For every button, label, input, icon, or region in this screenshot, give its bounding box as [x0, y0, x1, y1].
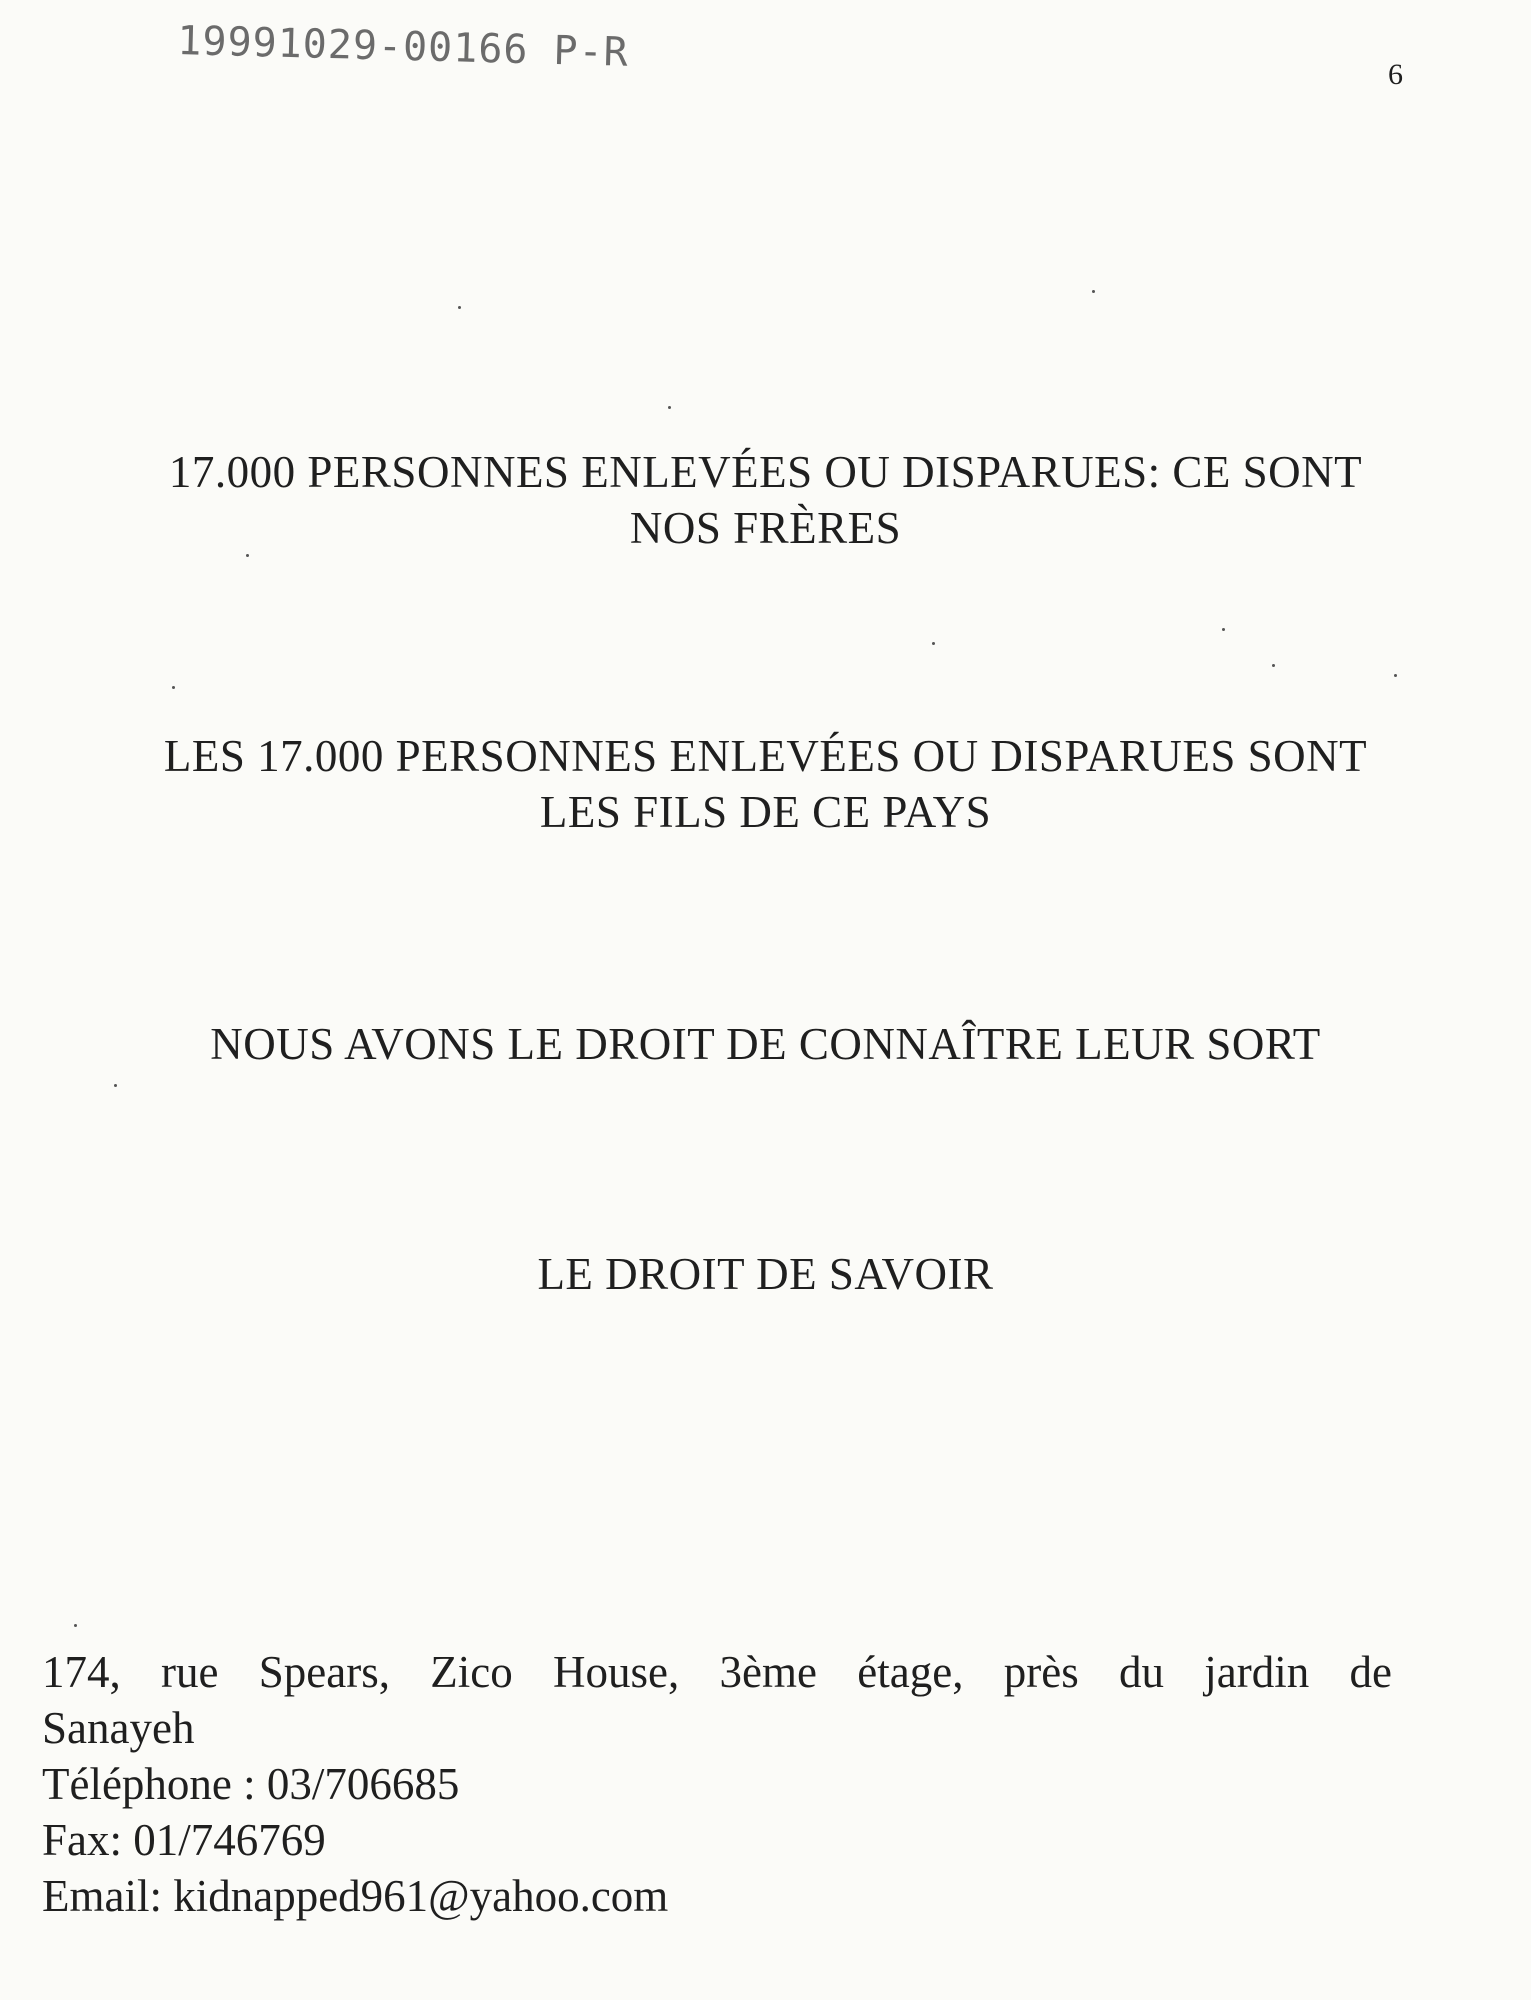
- statement-line: NOS FRÈRES: [629, 503, 902, 553]
- scan-speck: [1272, 664, 1275, 667]
- statement-line: LE DROIT DE SAVOIR: [537, 1249, 994, 1299]
- statement-line: LES FILS DE CE PAYS: [539, 787, 992, 837]
- statement-4: [0, 1246, 1531, 1302]
- email-line: Email: kidnapped961@yahoo.com: [42, 1871, 669, 1921]
- scan-speck: [932, 642, 935, 645]
- statement-line: LES 17.000 PERSONNES ENLEVÉES OU DISPARUES SONT: [163, 731, 1368, 781]
- statement-1: [0, 444, 1531, 556]
- fax-line: Fax: 01/746769: [42, 1815, 326, 1865]
- contact-address-block: [42, 1644, 1392, 1924]
- scan-speck: [114, 1084, 117, 1087]
- scan-speck: [668, 406, 671, 409]
- scan-speck: [1222, 628, 1225, 631]
- statement-3: [0, 1016, 1531, 1072]
- statement-line: NOUS AVONS LE DROIT DE CONNAÎTRE LEUR SORT: [210, 1019, 1321, 1069]
- address-line: 174, rue Spears, Zico House, 3ème étage, près du jardin de: [42, 1647, 1392, 1697]
- scan-speck: [74, 1624, 77, 1627]
- handwritten-annotation: 19991029-00166 P-R: [176, 18, 630, 76]
- phone-line: Téléphone : 03/706685: [42, 1759, 460, 1809]
- scan-speck: [172, 686, 175, 689]
- scan-speck: [246, 554, 249, 557]
- statement-line: 17.000 PERSONNES ENLEVÉES OU DISPARUES: CE SONT: [168, 447, 1363, 497]
- page-number: 6: [1388, 58, 1403, 91]
- scan-speck: [458, 306, 461, 309]
- scan-speck: [1394, 674, 1397, 677]
- scan-speck: [1092, 290, 1095, 293]
- statement-2: [0, 728, 1531, 840]
- address-line: Sanayeh: [42, 1703, 195, 1753]
